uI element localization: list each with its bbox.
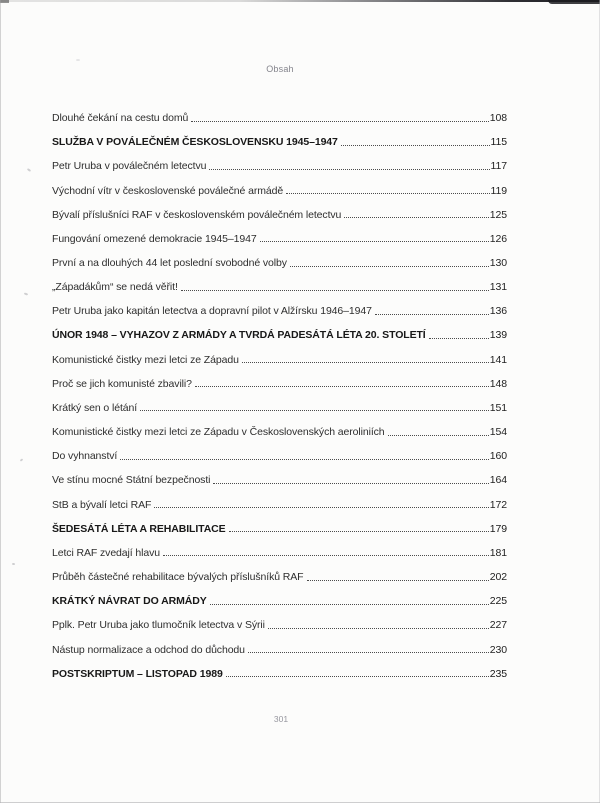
toc-entry-page: 141 bbox=[489, 353, 507, 366]
toc-entry-label: Komunistické čistky mezi letci ze Západu v Československých aeroliniích bbox=[52, 426, 385, 439]
toc-entry-page: 126 bbox=[489, 232, 507, 245]
toc-entry-label: Letci RAF zvedají hlavu bbox=[52, 546, 161, 559]
toc-leader-dots bbox=[429, 338, 489, 339]
toc-entry-page: 125 bbox=[489, 208, 507, 221]
toc-entry bbox=[52, 468, 507, 492]
toc-entry bbox=[52, 154, 507, 178]
toc-entry-label: StB a bývalí letci RAF bbox=[52, 498, 152, 511]
toc-leader-dots bbox=[344, 217, 488, 218]
toc-entry-label: „Západákům“ se nedá věřit! bbox=[52, 281, 178, 294]
toc-entry-label: ÚNOR 1948 – VYHAZOV Z ARMÁDY A TVRDÁ PADESÁTÁ LÉTA 20. STOLETÍ bbox=[52, 329, 426, 342]
toc-entry-label: SLUŽBA V POVÁLEČNÉM ČESKOSLOVENSKU 1945–1947 bbox=[52, 136, 338, 149]
toc-leader-dots bbox=[260, 241, 489, 242]
toc-entry-label: Průběh částečné rehabilitace bývalých příslušníků RAF bbox=[52, 571, 304, 584]
toc-entry-page: 181 bbox=[489, 546, 507, 559]
toc-entry bbox=[52, 637, 507, 661]
toc-leader-dots bbox=[229, 531, 489, 532]
toc-leader-dots bbox=[375, 314, 489, 315]
toc-entry bbox=[52, 203, 507, 227]
toc-entry-page: 160 bbox=[489, 450, 507, 463]
toc-entry bbox=[52, 613, 507, 637]
scan-speck bbox=[27, 168, 31, 172]
toc-leader-dots bbox=[210, 604, 489, 605]
toc-entry bbox=[52, 493, 507, 517]
toc-leader-dots bbox=[307, 580, 489, 581]
toc-entry bbox=[52, 589, 507, 613]
toc-entry-page: 172 bbox=[489, 498, 507, 511]
toc-entry-label: Nástup normalizace a odchod do důchodu bbox=[52, 643, 245, 656]
toc-entry-page: 119 bbox=[490, 184, 507, 197]
toc-leader-dots bbox=[213, 483, 488, 484]
toc-entry-label: Krátký sen o létání bbox=[52, 401, 138, 414]
toc-entry bbox=[52, 178, 507, 202]
toc-entry-page: 139 bbox=[489, 329, 507, 342]
toc-entry-label: ŠEDESÁTÁ LÉTA A REHABILITACE bbox=[52, 522, 226, 535]
toc-entry bbox=[52, 662, 507, 686]
toc-leader-dots bbox=[341, 145, 490, 146]
toc-leader-dots bbox=[290, 266, 489, 267]
toc-entry bbox=[52, 348, 507, 372]
toc-entry-label: První a na dlouhých 44 let poslední svobodné volby bbox=[52, 257, 287, 270]
toc-entry-page: 179 bbox=[489, 522, 507, 535]
toc-entry bbox=[52, 396, 507, 420]
scan-speck bbox=[20, 458, 24, 461]
scan-speck bbox=[76, 59, 80, 61]
toc-leader-dots bbox=[154, 507, 488, 508]
toc-entry-label: Východní vítr v československé poválečné armádě bbox=[52, 184, 284, 197]
toc-leader-dots bbox=[226, 676, 489, 677]
scan-edge-left bbox=[0, 0, 1, 803]
toc-entry-label: Proč se jich komunisté zbavili? bbox=[52, 377, 192, 390]
toc-entry-label: Fungování omezené demokracie 1945–1947 bbox=[52, 232, 257, 245]
toc-leader-dots bbox=[286, 193, 489, 194]
toc-entry-page: 154 bbox=[489, 426, 507, 439]
scan-edge-top bbox=[0, 0, 600, 2]
toc-entry-label: Pplk. Petr Uruba jako tlumočník letectva v Sýrii bbox=[52, 619, 265, 632]
toc-entry-page: 130 bbox=[489, 257, 507, 270]
toc-entry bbox=[52, 372, 507, 396]
scan-corner-top-right bbox=[548, 0, 600, 4]
toc-entry-label: POSTSKRIPTUM – LISTOPAD 1989 bbox=[52, 667, 223, 680]
toc-entry-page: 164 bbox=[489, 474, 507, 487]
toc-entry-label: Petr Uruba v poválečném letectvu bbox=[52, 160, 207, 173]
toc-entry bbox=[52, 323, 507, 347]
toc-entry-page: 151 bbox=[489, 401, 507, 414]
running-header: Obsah bbox=[266, 64, 294, 74]
toc-entry-label: Petr Uruba jako kapitán letectva a dopravní pilot v Alžírsku 1946–1947 bbox=[52, 305, 372, 318]
toc-entry-page: 136 bbox=[489, 305, 507, 318]
toc-leader-dots bbox=[242, 362, 489, 363]
toc-entry bbox=[52, 565, 507, 589]
toc-entry-page: 131 bbox=[489, 281, 507, 294]
toc-entry-page: 202 bbox=[489, 571, 507, 584]
footer-page-number: 301 bbox=[273, 714, 289, 724]
toc bbox=[52, 106, 507, 686]
toc-leader-dots bbox=[120, 459, 489, 460]
toc-leader-dots bbox=[209, 169, 489, 170]
toc-entry bbox=[52, 227, 507, 251]
toc-leader-dots bbox=[388, 435, 489, 436]
toc-entry-page: 108 bbox=[489, 112, 507, 125]
toc-entry bbox=[52, 275, 507, 299]
toc-entry-label: Ve stínu mocné Státní bezpečnosti bbox=[52, 474, 211, 487]
toc-entry bbox=[52, 444, 507, 468]
toc-entry bbox=[52, 541, 507, 565]
toc-leader-dots bbox=[268, 628, 489, 629]
toc-entry-label: Bývalí příslušníci RAF v československém poválečném letectvu bbox=[52, 208, 342, 221]
toc-entry bbox=[52, 130, 507, 154]
toc-leader-dots bbox=[181, 290, 489, 291]
toc-entry-page: 235 bbox=[489, 667, 507, 680]
toc-entry-page: 225 bbox=[489, 595, 507, 608]
scan-speck bbox=[24, 292, 28, 295]
toc-entry bbox=[52, 299, 507, 323]
toc-entry-page: 227 bbox=[489, 619, 507, 632]
toc-entry bbox=[52, 420, 507, 444]
scan-speck bbox=[12, 563, 15, 565]
toc-entry bbox=[52, 106, 507, 130]
scan-corner-top-left bbox=[0, 0, 9, 3]
toc-entry bbox=[52, 251, 507, 275]
toc-entry-label: Komunistické čistky mezi letci ze Západu bbox=[52, 353, 239, 366]
toc-leader-dots bbox=[140, 410, 489, 411]
toc-entry-page: 115 bbox=[490, 136, 507, 149]
toc-entry bbox=[52, 517, 507, 541]
toc-leader-dots bbox=[195, 386, 489, 387]
toc-entry-label: Dlouhé čekání na cestu domů bbox=[52, 112, 189, 125]
toc-entry-page: 230 bbox=[489, 643, 507, 656]
toc-entry-label: KRÁTKÝ NÁVRAT DO ARMÁDY bbox=[52, 595, 207, 608]
toc-entry-page: 148 bbox=[489, 377, 507, 390]
toc-entry-page: 117 bbox=[490, 160, 507, 173]
toc-leader-dots bbox=[191, 121, 489, 122]
toc-leader-dots bbox=[163, 555, 489, 556]
toc-leader-dots bbox=[248, 652, 489, 653]
toc-entry-label: Do vyhnanství bbox=[52, 450, 118, 463]
